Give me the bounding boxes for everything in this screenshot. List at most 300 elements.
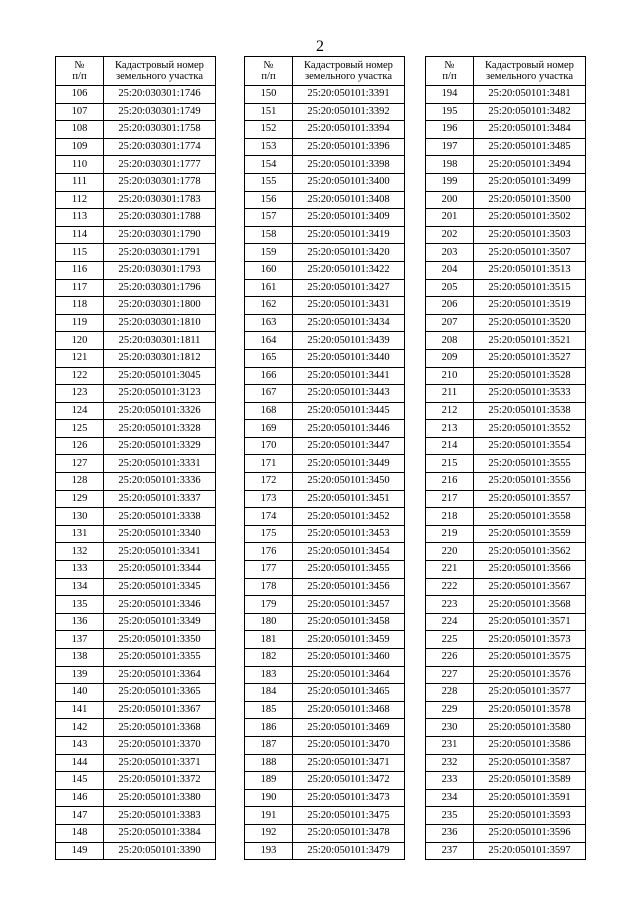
cadastral-number-cell: 25:20:050101:3443 <box>293 385 405 403</box>
table-row <box>56 736 216 754</box>
cadastral-number-cell: 25:20:050101:3400 <box>293 173 405 191</box>
row-number-cell: 200 <box>426 191 474 209</box>
row-number-cell: 124 <box>56 402 104 420</box>
row-number-cell: 220 <box>426 543 474 561</box>
row-number-cell: 233 <box>426 772 474 790</box>
row-number-cell: 128 <box>56 473 104 491</box>
row-number-cell: 122 <box>56 367 104 385</box>
cadastral-number-cell: 25:20:050101:3372 <box>104 772 216 790</box>
table-row <box>245 138 405 156</box>
cadastral-number-cell: 25:20:050101:3350 <box>104 631 216 649</box>
cadastral-number-cell: 25:20:050101:3380 <box>104 789 216 807</box>
cadastral-header-line1: Кадастровый номер <box>485 60 574 71</box>
cadastral-number-cell: 25:20:050101:3513 <box>474 261 586 279</box>
cadastral-number-cell: 25:20:050101:3456 <box>293 578 405 596</box>
table-row <box>56 437 216 455</box>
row-number-cell: 179 <box>245 596 293 614</box>
row-number-cell: 216 <box>426 473 474 491</box>
cadastral-number-cell: 25:20:050101:3485 <box>474 138 586 156</box>
row-number-cell: 230 <box>426 719 474 737</box>
cadastral-number-cell: 25:20:030301:1746 <box>104 86 216 104</box>
cadastral-number-cell: 25:20:050101:3345 <box>104 578 216 596</box>
table-row <box>56 385 216 403</box>
row-number-cell: 202 <box>426 226 474 244</box>
table-row <box>56 349 216 367</box>
table-row <box>56 754 216 772</box>
row-number-cell: 163 <box>245 314 293 332</box>
cadastral-number-cell: 25:20:050101:3419 <box>293 226 405 244</box>
row-number-cell: 167 <box>245 385 293 403</box>
cadastral-header-line1: Кадастровый номер <box>304 60 393 71</box>
table-row <box>245 525 405 543</box>
row-number-cell: 149 <box>56 842 104 860</box>
cadastral-number-cell: 25:20:050101:3331 <box>104 455 216 473</box>
cadastral-number-cell: 25:20:050101:3470 <box>293 736 405 754</box>
row-number-cell: 133 <box>56 561 104 579</box>
cadastral-number-cell: 25:20:050101:3451 <box>293 490 405 508</box>
row-number-cell: 222 <box>426 578 474 596</box>
cadastral-number-cell: 25:20:050101:3596 <box>474 824 586 842</box>
cadastral-number-cell: 25:20:050101:3558 <box>474 508 586 526</box>
cadastral-number-cell: 25:20:050101:3587 <box>474 754 586 772</box>
table-row <box>426 173 586 191</box>
table-row <box>245 244 405 262</box>
row-number-cell: 161 <box>245 279 293 297</box>
table-row <box>245 297 405 315</box>
cadastral-number-cell: 25:20:050101:3398 <box>293 156 405 174</box>
row-number-cell: 160 <box>245 261 293 279</box>
cadastral-number-cell: 25:20:050101:3450 <box>293 473 405 491</box>
table-row <box>56 191 216 209</box>
cadastral-number-cell: 25:20:030301:1758 <box>104 121 216 139</box>
cadastral-number-cell: 25:20:030301:1790 <box>104 226 216 244</box>
row-number-cell: 109 <box>56 138 104 156</box>
cadastral-number-cell: 25:20:050101:3365 <box>104 684 216 702</box>
row-number-cell: 153 <box>245 138 293 156</box>
cadastral-number-cell: 25:20:030301:1800 <box>104 297 216 315</box>
row-number-cell: 227 <box>426 666 474 684</box>
row-number-cell: 194 <box>426 86 474 104</box>
table-row <box>56 789 216 807</box>
table-row <box>245 420 405 438</box>
row-number-cell: 159 <box>245 244 293 262</box>
cadastral-number-cell: 25:20:050101:3045 <box>104 367 216 385</box>
table-row <box>426 86 586 104</box>
table-row <box>245 261 405 279</box>
cadastral-number-cell: 25:20:050101:3597 <box>474 842 586 860</box>
row-number-cell: 185 <box>245 701 293 719</box>
cadastral-number-cell: 25:20:050101:3460 <box>293 649 405 667</box>
table-row <box>426 701 586 719</box>
table-row <box>245 473 405 491</box>
cadastral-header-line2: земельного участка <box>305 71 392 82</box>
cadastral-number-cell: 25:20:030301:1774 <box>104 138 216 156</box>
row-number-cell: 174 <box>245 508 293 526</box>
table-row <box>426 525 586 543</box>
table-row <box>245 754 405 772</box>
row-number-cell: 212 <box>426 402 474 420</box>
cadastral-number-cell: 25:20:050101:3533 <box>474 385 586 403</box>
row-number-cell: 189 <box>245 772 293 790</box>
table-row <box>56 103 216 121</box>
table-row <box>426 684 586 702</box>
table-row <box>426 261 586 279</box>
row-number-cell: 126 <box>56 437 104 455</box>
row-number-cell: 144 <box>56 754 104 772</box>
row-number-cell: 197 <box>426 138 474 156</box>
cadastral-number-cell: 25:20:050101:3392 <box>293 103 405 121</box>
cadastral-number-cell: 25:20:030301:1783 <box>104 191 216 209</box>
cadastral-number-cell: 25:20:050101:3566 <box>474 561 586 579</box>
table-row <box>426 367 586 385</box>
cadastral-number-cell: 25:20:050101:3409 <box>293 209 405 227</box>
cadastral-table-1 <box>55 56 216 860</box>
number-header-line1: № <box>74 60 85 71</box>
row-number-cell: 142 <box>56 719 104 737</box>
row-number-cell: 168 <box>245 402 293 420</box>
cadastral-number-cell: 25:20:050101:3557 <box>474 490 586 508</box>
table-row <box>426 578 586 596</box>
row-number-cell: 223 <box>426 596 474 614</box>
cadastral-table-2 <box>244 56 405 860</box>
table-row <box>426 121 586 139</box>
row-number-cell: 178 <box>245 578 293 596</box>
cadastral-column-header <box>104 57 216 86</box>
cadastral-number-cell: 25:20:050101:3568 <box>474 596 586 614</box>
cadastral-number-cell: 25:20:050101:3502 <box>474 209 586 227</box>
cadastral-number-cell: 25:20:050101:3471 <box>293 754 405 772</box>
table-row <box>245 613 405 631</box>
row-number-cell: 213 <box>426 420 474 438</box>
cadastral-column-header <box>474 57 586 86</box>
table-row <box>426 789 586 807</box>
number-header-line1: № <box>263 60 274 71</box>
row-number-cell: 138 <box>56 649 104 667</box>
cadastral-number-cell: 25:20:050101:3454 <box>293 543 405 561</box>
cadastral-number-cell: 25:20:050101:3459 <box>293 631 405 649</box>
table-row <box>56 701 216 719</box>
row-number-cell: 123 <box>56 385 104 403</box>
cadastral-number-cell: 25:20:050101:3469 <box>293 719 405 737</box>
cadastral-number-cell: 25:20:050101:3355 <box>104 649 216 667</box>
row-number-cell: 176 <box>245 543 293 561</box>
cadastral-number-cell: 25:20:050101:3439 <box>293 332 405 350</box>
cadastral-header-line1: Кадастровый номер <box>115 60 204 71</box>
table-row <box>56 173 216 191</box>
row-number-cell: 235 <box>426 807 474 825</box>
row-number-cell: 130 <box>56 508 104 526</box>
cadastral-number-cell: 25:20:050101:3555 <box>474 455 586 473</box>
table-row <box>245 701 405 719</box>
cadastral-number-cell: 25:20:030301:1811 <box>104 332 216 350</box>
table-row <box>56 613 216 631</box>
row-number-cell: 214 <box>426 437 474 455</box>
cadastral-number-cell: 25:20:050101:3586 <box>474 736 586 754</box>
number-header-line1: № <box>444 60 455 71</box>
row-number-cell: 201 <box>426 209 474 227</box>
row-number-cell: 158 <box>245 226 293 244</box>
cadastral-number-cell: 25:20:050101:3528 <box>474 367 586 385</box>
table-row <box>426 824 586 842</box>
row-number-cell: 186 <box>245 719 293 737</box>
cadastral-number-cell: 25:20:050101:3371 <box>104 754 216 772</box>
table-row <box>426 332 586 350</box>
table-row <box>56 86 216 104</box>
number-column-header <box>56 57 104 86</box>
table-row <box>56 121 216 139</box>
row-number-cell: 134 <box>56 578 104 596</box>
table-row <box>426 772 586 790</box>
table-row <box>56 525 216 543</box>
row-number-cell: 129 <box>56 490 104 508</box>
number-column-header <box>245 57 293 86</box>
row-number-cell: 152 <box>245 121 293 139</box>
table-row <box>56 543 216 561</box>
table-row <box>245 490 405 508</box>
row-number-cell: 147 <box>56 807 104 825</box>
cadastral-number-cell: 25:20:050101:3123 <box>104 385 216 403</box>
table-row <box>426 807 586 825</box>
row-number-cell: 116 <box>56 261 104 279</box>
table-row <box>56 824 216 842</box>
cadastral-number-cell: 25:20:050101:3420 <box>293 244 405 262</box>
table-row <box>245 508 405 526</box>
table-row <box>56 402 216 420</box>
row-number-cell: 184 <box>245 684 293 702</box>
row-number-cell: 115 <box>56 244 104 262</box>
cadastral-number-cell: 25:20:050101:3449 <box>293 455 405 473</box>
table-row <box>245 561 405 579</box>
table-row <box>426 508 586 526</box>
table-row <box>56 455 216 473</box>
table-row <box>426 719 586 737</box>
row-number-cell: 118 <box>56 297 104 315</box>
table-row <box>56 807 216 825</box>
row-number-cell: 211 <box>426 385 474 403</box>
cadastral-number-cell: 25:20:050101:3580 <box>474 719 586 737</box>
row-number-cell: 125 <box>56 420 104 438</box>
row-number-cell: 226 <box>426 649 474 667</box>
cadastral-number-cell: 25:20:050101:3344 <box>104 561 216 579</box>
cadastral-number-cell: 25:20:050101:3500 <box>474 191 586 209</box>
cadastral-number-cell: 25:20:050101:3346 <box>104 596 216 614</box>
table-row <box>426 842 586 860</box>
cadastral-header-line2: земельного участка <box>116 71 203 82</box>
cadastral-number-cell: 25:20:050101:3527 <box>474 349 586 367</box>
table-row <box>426 543 586 561</box>
cadastral-number-cell: 25:20:050101:3455 <box>293 561 405 579</box>
cadastral-number-cell: 25:20:050101:3447 <box>293 437 405 455</box>
table-row <box>426 156 586 174</box>
row-number-cell: 131 <box>56 525 104 543</box>
cadastral-number-cell: 25:20:050101:3577 <box>474 684 586 702</box>
row-number-cell: 108 <box>56 121 104 139</box>
table-row <box>56 684 216 702</box>
table-row <box>245 226 405 244</box>
cadastral-number-cell: 25:20:050101:3494 <box>474 156 586 174</box>
cadastral-header-line2: земельного участка <box>486 71 573 82</box>
table-row <box>56 842 216 860</box>
cadastral-number-cell: 25:20:050101:3458 <box>293 613 405 631</box>
cadastral-number-cell: 25:20:030301:1791 <box>104 244 216 262</box>
cadastral-number-cell: 25:20:050101:3593 <box>474 807 586 825</box>
cadastral-column-header <box>293 57 405 86</box>
row-number-cell: 172 <box>245 473 293 491</box>
row-number-cell: 164 <box>245 332 293 350</box>
number-header-line2: п/п <box>261 71 276 82</box>
table-body <box>56 86 216 860</box>
table-row <box>426 631 586 649</box>
row-number-cell: 120 <box>56 332 104 350</box>
row-number-cell: 170 <box>245 437 293 455</box>
row-number-cell: 236 <box>426 824 474 842</box>
table-header-row <box>56 57 216 86</box>
cadastral-number-cell: 25:20:050101:3370 <box>104 736 216 754</box>
table-row <box>426 561 586 579</box>
row-number-cell: 237 <box>426 842 474 860</box>
cadastral-number-cell: 25:20:050101:3515 <box>474 279 586 297</box>
table-row <box>56 297 216 315</box>
row-number-cell: 157 <box>245 209 293 227</box>
table-row <box>56 561 216 579</box>
table-row <box>245 684 405 702</box>
table-row <box>245 86 405 104</box>
table-body <box>245 86 405 860</box>
row-number-cell: 190 <box>245 789 293 807</box>
cadastral-number-cell: 25:20:050101:3391 <box>293 86 405 104</box>
row-number-cell: 113 <box>56 209 104 227</box>
cadastral-number-cell: 25:20:050101:3559 <box>474 525 586 543</box>
table-row <box>245 455 405 473</box>
cadastral-number-cell: 25:20:050101:3482 <box>474 103 586 121</box>
row-number-cell: 106 <box>56 86 104 104</box>
row-number-cell: 193 <box>245 842 293 860</box>
table-row <box>426 613 586 631</box>
row-number-cell: 225 <box>426 631 474 649</box>
cadastral-number-cell: 25:20:050101:3503 <box>474 226 586 244</box>
cadastral-number-cell: 25:20:030301:1749 <box>104 103 216 121</box>
table-row <box>426 297 586 315</box>
cadastral-number-cell: 25:20:050101:3507 <box>474 244 586 262</box>
table-row <box>245 367 405 385</box>
table-body <box>426 86 586 860</box>
table-row <box>56 473 216 491</box>
table-row <box>245 332 405 350</box>
table-row <box>56 772 216 790</box>
row-number-cell: 139 <box>56 666 104 684</box>
cadastral-number-cell: 25:20:050101:3341 <box>104 543 216 561</box>
row-number-cell: 182 <box>245 649 293 667</box>
row-number-cell: 196 <box>426 121 474 139</box>
row-number-cell: 232 <box>426 754 474 772</box>
table-row <box>426 437 586 455</box>
row-number-cell: 107 <box>56 103 104 121</box>
row-number-cell: 175 <box>245 525 293 543</box>
row-number-cell: 181 <box>245 631 293 649</box>
row-number-cell: 121 <box>56 349 104 367</box>
row-number-cell: 209 <box>426 349 474 367</box>
cadastral-number-cell: 25:20:050101:3457 <box>293 596 405 614</box>
row-number-cell: 132 <box>56 543 104 561</box>
cadastral-number-cell: 25:20:050101:3521 <box>474 332 586 350</box>
row-number-cell: 195 <box>426 103 474 121</box>
cadastral-number-cell: 25:20:030301:1812 <box>104 349 216 367</box>
row-number-cell: 173 <box>245 490 293 508</box>
table-row <box>245 543 405 561</box>
cadastral-number-cell: 25:20:050101:3472 <box>293 772 405 790</box>
cadastral-number-cell: 25:20:050101:3562 <box>474 543 586 561</box>
row-number-cell: 218 <box>426 508 474 526</box>
row-number-cell: 229 <box>426 701 474 719</box>
cadastral-number-cell: 25:20:050101:3591 <box>474 789 586 807</box>
cadastral-number-cell: 25:20:050101:3446 <box>293 420 405 438</box>
row-number-cell: 221 <box>426 561 474 579</box>
row-number-cell: 206 <box>426 297 474 315</box>
cadastral-number-cell: 25:20:050101:3396 <box>293 138 405 156</box>
cadastral-number-cell: 25:20:050101:3464 <box>293 666 405 684</box>
table-row <box>426 666 586 684</box>
row-number-cell: 110 <box>56 156 104 174</box>
cadastral-number-cell: 25:20:050101:3573 <box>474 631 586 649</box>
table-header-row <box>245 57 405 86</box>
table-row <box>245 209 405 227</box>
cadastral-number-cell: 25:20:050101:3465 <box>293 684 405 702</box>
number-column-header <box>426 57 474 86</box>
row-number-cell: 117 <box>56 279 104 297</box>
row-number-cell: 231 <box>426 736 474 754</box>
cadastral-number-cell: 25:20:050101:3337 <box>104 490 216 508</box>
row-number-cell: 205 <box>426 279 474 297</box>
table-header-row <box>426 57 586 86</box>
cadastral-number-cell: 25:20:050101:3394 <box>293 121 405 139</box>
row-number-cell: 187 <box>245 736 293 754</box>
table-row <box>245 191 405 209</box>
table-row <box>56 596 216 614</box>
row-number-cell: 224 <box>426 613 474 631</box>
table-row <box>245 103 405 121</box>
table-row <box>426 244 586 262</box>
table-row <box>56 261 216 279</box>
cadastral-number-cell: 25:20:050101:3349 <box>104 613 216 631</box>
cadastral-number-cell: 25:20:050101:3484 <box>474 121 586 139</box>
table-row <box>56 649 216 667</box>
row-number-cell: 210 <box>426 367 474 385</box>
row-number-cell: 215 <box>426 455 474 473</box>
table-row <box>56 156 216 174</box>
table-row <box>426 349 586 367</box>
row-number-cell: 207 <box>426 314 474 332</box>
table-row <box>426 596 586 614</box>
table-row <box>426 754 586 772</box>
row-number-cell: 188 <box>245 754 293 772</box>
table-row <box>426 490 586 508</box>
cadastral-table-3 <box>425 56 586 860</box>
row-number-cell: 141 <box>56 701 104 719</box>
table-row <box>245 578 405 596</box>
row-number-cell: 111 <box>56 173 104 191</box>
cadastral-number-cell: 25:20:050101:3384 <box>104 824 216 842</box>
cadastral-number-cell: 25:20:030301:1796 <box>104 279 216 297</box>
table-row <box>245 772 405 790</box>
table-row <box>56 332 216 350</box>
cadastral-number-cell: 25:20:050101:3383 <box>104 807 216 825</box>
table-row <box>56 138 216 156</box>
cadastral-number-cell: 25:20:050101:3453 <box>293 525 405 543</box>
row-number-cell: 183 <box>245 666 293 684</box>
table-row <box>245 402 405 420</box>
cadastral-number-cell: 25:20:050101:3440 <box>293 349 405 367</box>
table-row <box>426 209 586 227</box>
